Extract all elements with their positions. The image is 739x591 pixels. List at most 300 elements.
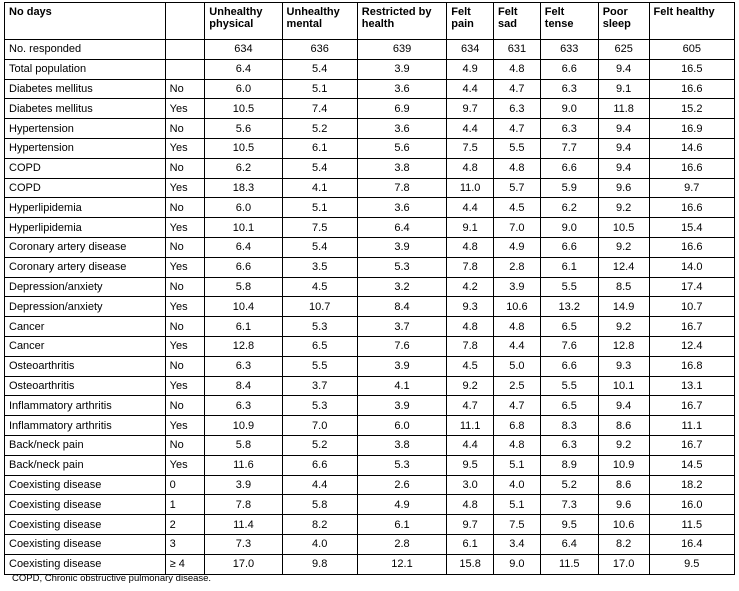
- table-cell: 5.2: [282, 435, 357, 455]
- table-cell: 3.5: [282, 257, 357, 277]
- table-cell: 3.9: [494, 277, 541, 297]
- table-cell: 11.5: [649, 515, 734, 535]
- table-cell: 6.3: [205, 396, 282, 416]
- table-cell: 16.4: [649, 534, 734, 554]
- header-restricted-by-health: Restricted by health: [357, 3, 446, 40]
- table-cell: 3.7: [282, 376, 357, 396]
- table-cell: 11.1: [447, 416, 494, 436]
- table-row: [5, 99, 735, 119]
- table-cell: 18.2: [649, 475, 734, 495]
- row-label: Coexisting disease: [5, 554, 166, 574]
- table-cell: 9.2: [598, 435, 649, 455]
- table-cell: 5.1: [494, 455, 541, 475]
- row-label: Inflammatory arthritis: [5, 416, 166, 436]
- table-cell: 4.1: [282, 178, 357, 198]
- table-cell: 16.5: [649, 59, 734, 79]
- table-cell: 6.5: [540, 396, 598, 416]
- table-cell: 4.5: [282, 277, 357, 297]
- table-cell: 6.3: [494, 99, 541, 119]
- table-cell: 9.2: [598, 317, 649, 337]
- table-cell: 3.6: [357, 119, 446, 139]
- table-cell: 6.6: [540, 356, 598, 376]
- table-cell: 10.6: [598, 515, 649, 535]
- table-row: [5, 277, 735, 297]
- table-cell: 10.9: [598, 455, 649, 475]
- table-cell: 5.5: [494, 138, 541, 158]
- table-cell: 3.0: [447, 475, 494, 495]
- table-cell: 10.9: [205, 416, 282, 436]
- row-subgroup: 3: [165, 534, 205, 554]
- table-cell: 4.4: [447, 198, 494, 218]
- table-cell: 9.2: [447, 376, 494, 396]
- table-cell: 4.4: [447, 79, 494, 99]
- table-cell: 16.0: [649, 495, 734, 515]
- table-cell: 636: [282, 40, 357, 60]
- table-cell: 14.6: [649, 138, 734, 158]
- table-cell: 11.6: [205, 455, 282, 475]
- table-cell: 16.9: [649, 119, 734, 139]
- row-label: Coexisting disease: [5, 475, 166, 495]
- table-row: [5, 317, 735, 337]
- table-cell: 6.3: [205, 356, 282, 376]
- table-row: [5, 416, 735, 436]
- table-cell: 9.4: [598, 59, 649, 79]
- table-cell: 4.4: [494, 336, 541, 356]
- table-cell: 4.0: [282, 534, 357, 554]
- table-cell: 8.4: [357, 297, 446, 317]
- header-unhealthy-physical: Unhealthy physical: [205, 3, 282, 40]
- row-label: Coronary artery disease: [5, 237, 166, 257]
- table-cell: 16.8: [649, 356, 734, 376]
- table-cell: 3.9: [357, 396, 446, 416]
- table-cell: 9.5: [540, 515, 598, 535]
- row-subgroup: Yes: [165, 257, 205, 277]
- table-cell: 10.5: [598, 218, 649, 238]
- table-cell: 9.2: [598, 198, 649, 218]
- row-label: Inflammatory arthritis: [5, 396, 166, 416]
- table-cell: 3.9: [357, 237, 446, 257]
- table-cell: 4.8: [447, 317, 494, 337]
- row-label: Osteoarthritis: [5, 376, 166, 396]
- row-subgroup: Yes: [165, 376, 205, 396]
- table-cell: 7.5: [447, 138, 494, 158]
- table-cell: 3.9: [357, 59, 446, 79]
- table-cell: 8.4: [205, 376, 282, 396]
- table-cell: 4.1: [357, 376, 446, 396]
- row-label: COPD: [5, 178, 166, 198]
- table-cell: 5.4: [282, 158, 357, 178]
- row-label: Back/neck pain: [5, 455, 166, 475]
- table-cell: 6.1: [540, 257, 598, 277]
- table-cell: 3.8: [357, 435, 446, 455]
- table-cell: 10.7: [649, 297, 734, 317]
- table-cell: 5.4: [282, 59, 357, 79]
- table-cell: 7.5: [494, 515, 541, 535]
- table-cell: 6.6: [540, 59, 598, 79]
- table-cell: 4.4: [447, 435, 494, 455]
- row-label: Back/neck pain: [5, 435, 166, 455]
- table-cell: 7.0: [494, 218, 541, 238]
- table-cell: 4.8: [447, 158, 494, 178]
- table-cell: 11.1: [649, 416, 734, 436]
- table-cell: 6.3: [540, 435, 598, 455]
- table-cell: 5.3: [282, 317, 357, 337]
- table-cell: 15.2: [649, 99, 734, 119]
- table-cell: 639: [357, 40, 446, 60]
- table-cell: 5.0: [494, 356, 541, 376]
- table-row: [5, 297, 735, 317]
- row-subgroup: Yes: [165, 455, 205, 475]
- row-label: Depression/anxiety: [5, 277, 166, 297]
- row-subgroup: Yes: [165, 218, 205, 238]
- row-subgroup: Yes: [165, 336, 205, 356]
- table-cell: 17.0: [205, 554, 282, 574]
- row-subgroup: No: [165, 435, 205, 455]
- row-subgroup: 0: [165, 475, 205, 495]
- data-table: [4, 2, 735, 575]
- table-row: [5, 376, 735, 396]
- table-cell: 11.4: [205, 515, 282, 535]
- row-label: Diabetes mellitus: [5, 79, 166, 99]
- table-cell: 6.1: [205, 317, 282, 337]
- table-cell: 6.3: [540, 79, 598, 99]
- table-cell: 10.6: [494, 297, 541, 317]
- table-cell: 6.8: [494, 416, 541, 436]
- table-cell: 2.8: [357, 534, 446, 554]
- table-cell: 11.0: [447, 178, 494, 198]
- table-cell: 12.4: [598, 257, 649, 277]
- table-cell: 5.2: [540, 475, 598, 495]
- table-cell: 625: [598, 40, 649, 60]
- table-cell: 4.5: [494, 198, 541, 218]
- table-cell: 3.7: [357, 317, 446, 337]
- table-cell: 17.4: [649, 277, 734, 297]
- row-label: No. responded: [5, 40, 166, 60]
- table-cell: 16.6: [649, 158, 734, 178]
- table-cell: 8.2: [282, 515, 357, 535]
- table-row: [5, 495, 735, 515]
- table-cell: 3.4: [494, 534, 541, 554]
- table-cell: 6.6: [540, 237, 598, 257]
- table-cell: 6.0: [205, 198, 282, 218]
- table-cell: 9.7: [447, 515, 494, 535]
- table-row: [5, 356, 735, 376]
- row-subgroup: No: [165, 237, 205, 257]
- table-cell: 5.1: [282, 79, 357, 99]
- table-cell: 4.0: [494, 475, 541, 495]
- header-poor-sleep: Poor sleep: [598, 3, 649, 40]
- table-cell: 5.4: [282, 237, 357, 257]
- table-cell: 631: [494, 40, 541, 60]
- row-label: Cancer: [5, 317, 166, 337]
- table-cell: 2.8: [494, 257, 541, 277]
- table-cell: 4.9: [494, 237, 541, 257]
- table-cell: 4.8: [494, 435, 541, 455]
- table-cell: 6.2: [205, 158, 282, 178]
- header-no-days: No days: [5, 3, 166, 40]
- row-subgroup: 2: [165, 515, 205, 535]
- row-label: Depression/anxiety: [5, 297, 166, 317]
- table-cell: 5.3: [282, 396, 357, 416]
- table-row: [5, 534, 735, 554]
- table-cell: 11.8: [598, 99, 649, 119]
- table-row: [5, 257, 735, 277]
- table-cell: 9.5: [447, 455, 494, 475]
- table-cell: 3.9: [205, 475, 282, 495]
- table-cell: 9.2: [598, 237, 649, 257]
- table-row: [5, 237, 735, 257]
- table-cell: 5.8: [282, 495, 357, 515]
- table-cell: 9.3: [447, 297, 494, 317]
- table-row: [5, 475, 735, 495]
- table-cell: 3.8: [357, 158, 446, 178]
- table-cell: 17.0: [598, 554, 649, 574]
- table-cell: 10.5: [205, 99, 282, 119]
- table-row: [5, 515, 735, 535]
- table-cell: 6.5: [282, 336, 357, 356]
- table-cell: 9.8: [282, 554, 357, 574]
- table-cell: 5.5: [540, 277, 598, 297]
- table-cell: 9.5: [649, 554, 734, 574]
- table-cell: 16.6: [649, 237, 734, 257]
- table-cell: 5.3: [357, 257, 446, 277]
- table-cell: 9.7: [447, 99, 494, 119]
- row-subgroup: No: [165, 119, 205, 139]
- table-cell: 5.5: [282, 356, 357, 376]
- header-felt-healthy: Felt healthy: [649, 3, 734, 40]
- table-cell: 8.3: [540, 416, 598, 436]
- table-cell: 16.7: [649, 435, 734, 455]
- table-cell: 4.8: [494, 317, 541, 337]
- table-cell: 9.1: [598, 79, 649, 99]
- table-row: [5, 455, 735, 475]
- row-subgroup: No: [165, 317, 205, 337]
- table-cell: 10.1: [598, 376, 649, 396]
- table-cell: 4.7: [447, 396, 494, 416]
- table-cell: 7.8: [357, 178, 446, 198]
- row-label: Hypertension: [5, 138, 166, 158]
- table-cell: 5.2: [282, 119, 357, 139]
- table-cell: 7.6: [540, 336, 598, 356]
- row-label: Coexisting disease: [5, 515, 166, 535]
- row-subgroup: [165, 59, 205, 79]
- table-cell: 7.5: [282, 218, 357, 238]
- row-subgroup: No: [165, 277, 205, 297]
- table-row: [5, 218, 735, 238]
- table-cell: 9.4: [598, 138, 649, 158]
- table-cell: 7.8: [447, 336, 494, 356]
- table-cell: 5.1: [282, 198, 357, 218]
- table-cell: 7.8: [447, 257, 494, 277]
- table-cell: 18.3: [205, 178, 282, 198]
- table-cell: 6.1: [447, 534, 494, 554]
- table-cell: 8.6: [598, 416, 649, 436]
- table-cell: 9.0: [494, 554, 541, 574]
- table-cell: 9.7: [649, 178, 734, 198]
- table-cell: 12.8: [205, 336, 282, 356]
- table-cell: 6.6: [540, 158, 598, 178]
- table-row: [5, 554, 735, 574]
- table-cell: 6.2: [540, 198, 598, 218]
- table-cell: 6.6: [282, 455, 357, 475]
- table-cell: 4.4: [447, 119, 494, 139]
- table-row: [5, 138, 735, 158]
- table-cell: 8.6: [598, 475, 649, 495]
- row-subgroup: Yes: [165, 416, 205, 436]
- row-subgroup: ≥ 4: [165, 554, 205, 574]
- table-row: [5, 336, 735, 356]
- row-subgroup: No: [165, 198, 205, 218]
- table-cell: 3.6: [357, 198, 446, 218]
- table-cell: 12.1: [357, 554, 446, 574]
- table-cell: 2.5: [494, 376, 541, 396]
- table-cell: 5.6: [357, 138, 446, 158]
- table-cell: 10.1: [205, 218, 282, 238]
- row-label: Cancer: [5, 336, 166, 356]
- table-row: [5, 435, 735, 455]
- table-row: [5, 40, 735, 60]
- table-cell: 6.6: [205, 257, 282, 277]
- table-cell: 13.2: [540, 297, 598, 317]
- table-cell: 3.9: [357, 356, 446, 376]
- table-row: [5, 178, 735, 198]
- table-cell: 16.6: [649, 79, 734, 99]
- row-subgroup: Yes: [165, 99, 205, 119]
- footnote: COPD, Chronic obstructive pulmonary disease.: [12, 573, 212, 584]
- table-cell: 6.3: [540, 119, 598, 139]
- table-cell: 16.7: [649, 396, 734, 416]
- table-body: [5, 40, 735, 575]
- table-cell: 9.3: [598, 356, 649, 376]
- table-cell: 4.8: [494, 158, 541, 178]
- table-cell: 14.0: [649, 257, 734, 277]
- table-cell: 7.8: [205, 495, 282, 515]
- row-label: Hyperlipidemia: [5, 198, 166, 218]
- table-cell: 13.1: [649, 376, 734, 396]
- row-label: Total population: [5, 59, 166, 79]
- table-cell: 9.6: [598, 495, 649, 515]
- table-cell: 3.2: [357, 277, 446, 297]
- table-cell: 8.5: [598, 277, 649, 297]
- table-cell: 15.4: [649, 218, 734, 238]
- table-cell: 4.9: [357, 495, 446, 515]
- table-cell: 7.4: [282, 99, 357, 119]
- table-cell: 8.2: [598, 534, 649, 554]
- table-cell: 6.1: [357, 515, 446, 535]
- table-cell: 10.7: [282, 297, 357, 317]
- row-subgroup: [165, 40, 205, 60]
- header-subgroup: [165, 3, 205, 40]
- row-subgroup: No: [165, 396, 205, 416]
- row-subgroup: No: [165, 158, 205, 178]
- table-cell: 4.4: [282, 475, 357, 495]
- table-cell: 5.3: [357, 455, 446, 475]
- row-label: Hypertension: [5, 119, 166, 139]
- table-cell: 4.8: [447, 237, 494, 257]
- table-cell: 634: [447, 40, 494, 60]
- table-cell: 5.7: [494, 178, 541, 198]
- row-subgroup: Yes: [165, 297, 205, 317]
- row-label: Coexisting disease: [5, 534, 166, 554]
- row-label: COPD: [5, 158, 166, 178]
- table-row: [5, 158, 735, 178]
- table-cell: 4.7: [494, 396, 541, 416]
- table-cell: 605: [649, 40, 734, 60]
- table-cell: 5.1: [494, 495, 541, 515]
- table-row: [5, 79, 735, 99]
- table-row: [5, 198, 735, 218]
- table-cell: 9.4: [598, 396, 649, 416]
- table-cell: 7.7: [540, 138, 598, 158]
- row-subgroup: 1: [165, 495, 205, 515]
- table-cell: 4.7: [494, 119, 541, 139]
- table-cell: 9.4: [598, 158, 649, 178]
- table-cell: 6.4: [205, 237, 282, 257]
- header-unhealthy-mental: Unhealthy mental: [282, 3, 357, 40]
- table-cell: 12.8: [598, 336, 649, 356]
- table-cell: 4.8: [494, 59, 541, 79]
- row-label: Diabetes mellitus: [5, 99, 166, 119]
- table-cell: 14.5: [649, 455, 734, 475]
- header-row: [5, 3, 735, 40]
- table-cell: 6.4: [357, 218, 446, 238]
- header-felt-pain: Felt pain: [447, 3, 494, 40]
- row-subgroup: No: [165, 356, 205, 376]
- table-cell: 9.1: [447, 218, 494, 238]
- table-cell: 5.9: [540, 178, 598, 198]
- table-cell: 5.5: [540, 376, 598, 396]
- table-row: [5, 119, 735, 139]
- table-cell: 7.0: [282, 416, 357, 436]
- table-cell: 16.7: [649, 317, 734, 337]
- table-cell: 15.8: [447, 554, 494, 574]
- table-cell: 5.8: [205, 277, 282, 297]
- table-cell: 7.6: [357, 336, 446, 356]
- row-label: Coexisting disease: [5, 495, 166, 515]
- row-label: Coronary artery disease: [5, 257, 166, 277]
- table-row: [5, 396, 735, 416]
- table-cell: 6.5: [540, 317, 598, 337]
- table-cell: 11.5: [540, 554, 598, 574]
- table-cell: 4.2: [447, 277, 494, 297]
- table-cell: 634: [205, 40, 282, 60]
- table-cell: 6.1: [282, 138, 357, 158]
- table-cell: 12.4: [649, 336, 734, 356]
- table-cell: 4.9: [447, 59, 494, 79]
- table-cell: 2.6: [357, 475, 446, 495]
- table-cell: 16.6: [649, 198, 734, 218]
- header-felt-tense: Felt tense: [540, 3, 598, 40]
- row-label: Osteoarthritis: [5, 356, 166, 376]
- table-cell: 9.0: [540, 218, 598, 238]
- table-cell: 5.6: [205, 119, 282, 139]
- table-cell: 5.8: [205, 435, 282, 455]
- table-cell: 4.8: [447, 495, 494, 515]
- table-cell: 6.0: [205, 79, 282, 99]
- table-cell: 6.0: [357, 416, 446, 436]
- table-cell: 9.6: [598, 178, 649, 198]
- table-cell: 633: [540, 40, 598, 60]
- table-cell: 7.3: [540, 495, 598, 515]
- row-subgroup: Yes: [165, 138, 205, 158]
- header-felt-sad: Felt sad: [494, 3, 541, 40]
- row-subgroup: Yes: [165, 178, 205, 198]
- table-cell: 14.9: [598, 297, 649, 317]
- table-cell: 10.4: [205, 297, 282, 317]
- table-cell: 6.4: [540, 534, 598, 554]
- table-cell: 7.3: [205, 534, 282, 554]
- table-cell: 6.9: [357, 99, 446, 119]
